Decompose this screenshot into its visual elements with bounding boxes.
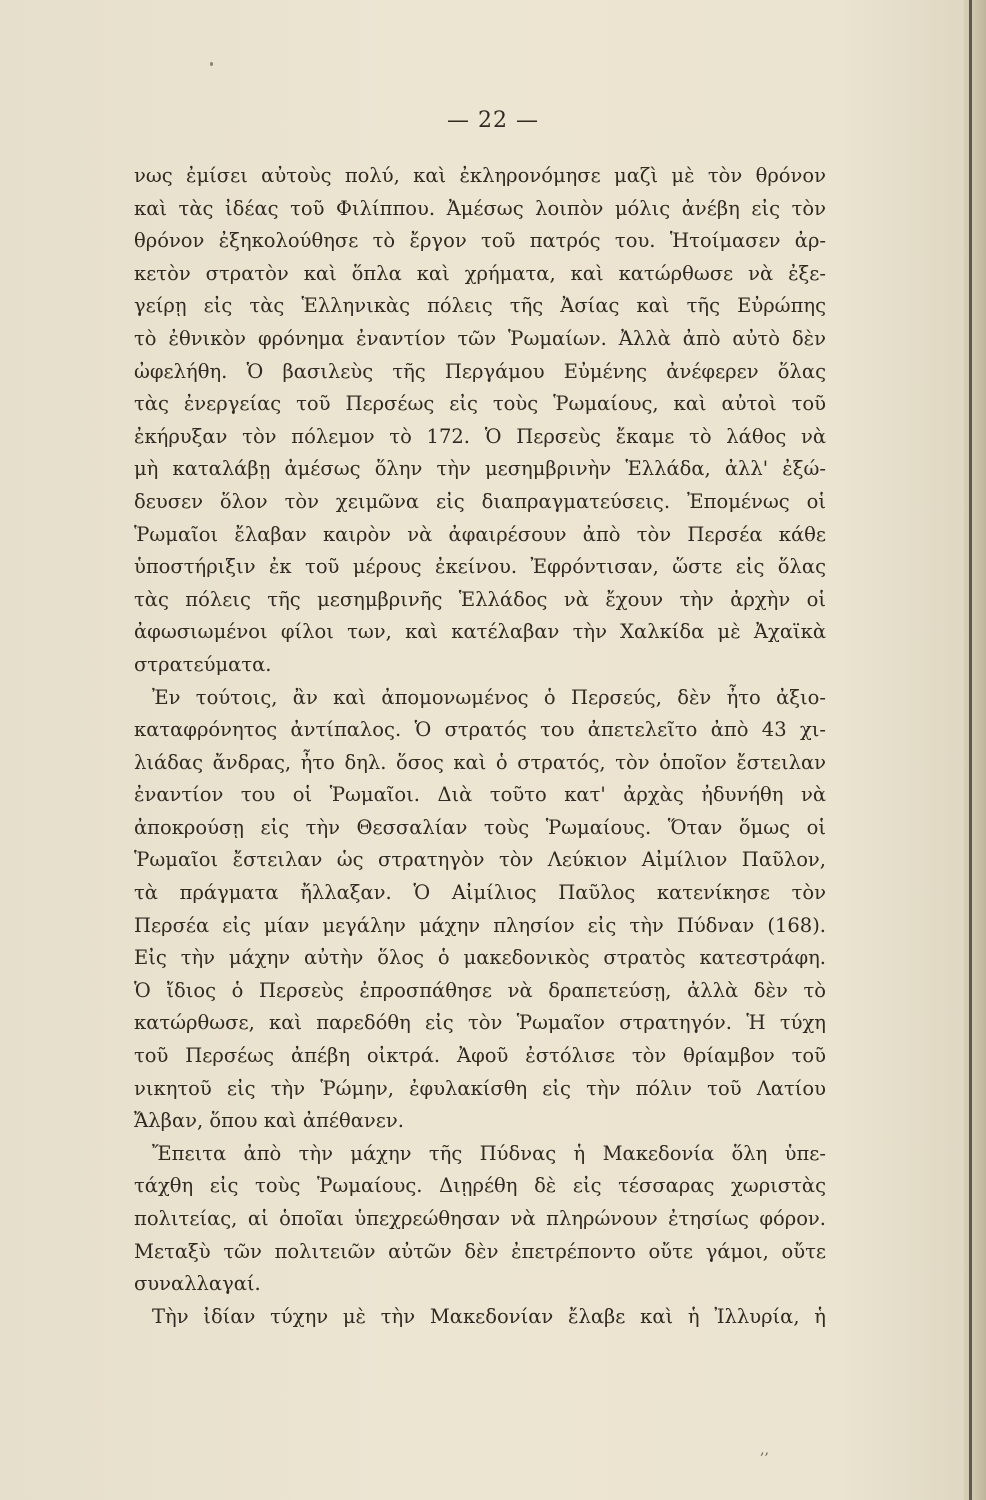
text-line: νικητοῦ εἰς τὴν Ῥώμην, ἐφυλακίσθη εἰς τὴν πόλιν τοῦ Λατίου [134, 1076, 826, 1100]
book-spine-shadow [964, 0, 986, 1500]
body-text [134, 160, 826, 1333]
text-line: πολιτείας, αἱ ὁποῖαι ὑπεχρεώθησαν νὰ πληρώνουν ἐτησίως φόρον. [134, 1207, 826, 1230]
paragraph-start-line: Ἐν τούτοις, ἂν καὶ ἀπομονωμένος ὁ Περσεύς, δὲν ἦτο ἀξιο- [152, 685, 826, 709]
text-line: ἀφωσιωμένοι φίλοι των, καὶ κατέλαβαν τὴν Χαλκίδα μὲ Ἀχαϊκὰ [134, 620, 826, 644]
text-line: θρόνον ἐξηκολούθησε τὸ ἔργον τοῦ πατρός του. Ἡτοίμασεν ἀρ- [134, 229, 826, 253]
text-line: τὰς ἐνεργείας τοῦ Περσέως εἰς τοὺς Ῥωμαίους, καὶ αὐτοὶ τοῦ [134, 392, 826, 416]
text-line: λιάδας ἄνδρας, ἦτο δηλ. ὅσος καὶ ὁ στρατός, τὸν ὁποῖον ἔστειλαν [134, 750, 826, 774]
text-line: Εἰς τὴν μάχην αὐτὴν ὅλος ὁ μακεδονικὸς στρατὸς κατεστράφη. [134, 946, 826, 970]
text-line: ἀποκρούσῃ εἰς τὴν Θεσσαλίαν τοὺς Ῥωμαίους. Ὅταν ὅμως οἱ [134, 815, 826, 839]
text-line: στρατεύματα. [134, 652, 272, 676]
text-line: ὠφελήθη. Ὁ βασιλεὺς τῆς Περγάμου Εὐμένης ἀνέφερεν ὅλας [134, 359, 826, 383]
text-line: τὸ ἐθνικὸν φρόνημα ἐναντίον τῶν Ῥωμαίων. Ἀλλὰ ἀπὸ αὐτὸ δὲν [134, 326, 826, 350]
text-line: δευσεν ὅλον τὸν χειμῶνα εἰς διαπραγματεύσεις. Ἐπομένως οἱ [134, 489, 826, 513]
text-line: καὶ τὰς ἰδέας τοῦ Φιλίππου. Ἀμέσως λοιπὸν μόλις ἀνέβη εἰς τὸν [134, 196, 826, 220]
text-line: Περσέα εἰς μίαν μεγάλην μάχην πλησίον εἰς τὴν Πύδναν (168). [134, 913, 826, 937]
paragraph-start-line: Τὴν ἰδίαν τύχην μὲ τὴν Μακεδονίαν ἔλαβε καὶ ἡ Ἰλλυρία, ἡ [152, 1304, 826, 1328]
binding-edge-line [969, 0, 972, 1500]
text-line: τὰς πόλεις τῆς μεσημβρινῆς Ἑλλάδος νὰ ἔχουν τὴν ἀρχὴν οἱ [134, 587, 826, 611]
text-line: Ῥωμαῖοι ἔστειλαν ὡς στρατηγὸν τὸν Λεύκιον Αἰμίλιον Παῦλον, [134, 848, 826, 872]
text-line: Ῥωμαῖοι ἔλαβαν καιρὸν νὰ ἀφαιρέσουν ἀπὸ τὸν Περσέα κάθε [134, 522, 826, 546]
text-line: Ὁ ἴδιος ὁ Περσεὺς ἐπροσπάθησε νὰ δραπετεύσῃ, ἀλλὰ δὲν τὸ [134, 978, 826, 1002]
text-line: νως ἐμίσει αὐτοὺς πολύ, καὶ ἐκληρονόμησε μαζὶ μὲ τὸν θρόνον [134, 164, 826, 187]
text-line: τάχθη εἰς τοὺς Ῥωμαίους. Διῃρέθη δὲ εἰς τέσσαρας χωριστὰς [134, 1174, 826, 1198]
page-number: — 22 — [447, 108, 539, 133]
text-line: ὑποστήριξιν ἐκ τοῦ μέρους ἐκείνου. Ἐφρόντισαν, ὥστε εἰς ὅλας [134, 555, 826, 579]
footer-mark: ‚‚ [760, 1442, 769, 1458]
text-line: ἐναντίον του οἱ Ῥωμαῖοι. Διὰ τοῦτο κατ' ἀρχὰς ἠδυνήθη νὰ [134, 783, 826, 807]
text-line: συναλλαγαί. [134, 1272, 261, 1296]
paper-speck [210, 62, 213, 66]
text-line: ἐκήρυξαν τὸν πόλεμον τὸ 172. Ὁ Περσεὺς ἔκαμε τὸ λάθος νὰ [134, 424, 826, 448]
text-line: μὴ καταλάβῃ ἀμέσως ὅλην τὴν μεσημβρινὴν Ἑλλάδα, ἀλλ' ἐξώ- [134, 457, 826, 481]
text-line: καταφρόνητος ἀντίπαλος. Ὁ στρατός του ἀπετελεῖτο ἀπὸ 43 χι- [134, 718, 826, 742]
paragraph-start-line: Ἔπειτα ἀπὸ τὴν μάχην τῆς Πύδνας ἡ Μακεδονία ὅλη ὑπε- [152, 1141, 826, 1165]
text-line: γείρῃ εἰς τὰς Ἑλληνικὰς πόλεις τῆς Ἀσίας καὶ τῆς Εὐρώπης [134, 294, 826, 318]
text-line: κατώρθωσε, καὶ παρεδόθη εἰς τὸν Ῥωμαῖον στρατηγόν. Ἡ τύχη [134, 1011, 826, 1035]
text-line: κετὸν στρατὸν καὶ ὅπλα καὶ χρήματα, καὶ κατώρθωσε νὰ ἐξε- [134, 261, 826, 285]
text-line: τὰ πράγματα ἤλλαξαν. Ὁ Αἰμίλιος Παῦλος κατενίκησε τὸν [134, 881, 826, 905]
text-line: τοῦ Περσέως ἀπέβη οἰκτρά. Ἀφοῦ ἐστόλισε τὸν θρίαμβον τοῦ [134, 1044, 826, 1068]
text-line: Ἄλβαν, ὅπου καὶ ἀπέθανεν. [134, 1109, 404, 1133]
text-line: Μεταξὺ τῶν πολιτειῶν αὐτῶν δὲν ἐπετρέποντο οὔτε γάμοι, οὔτε [134, 1239, 826, 1263]
